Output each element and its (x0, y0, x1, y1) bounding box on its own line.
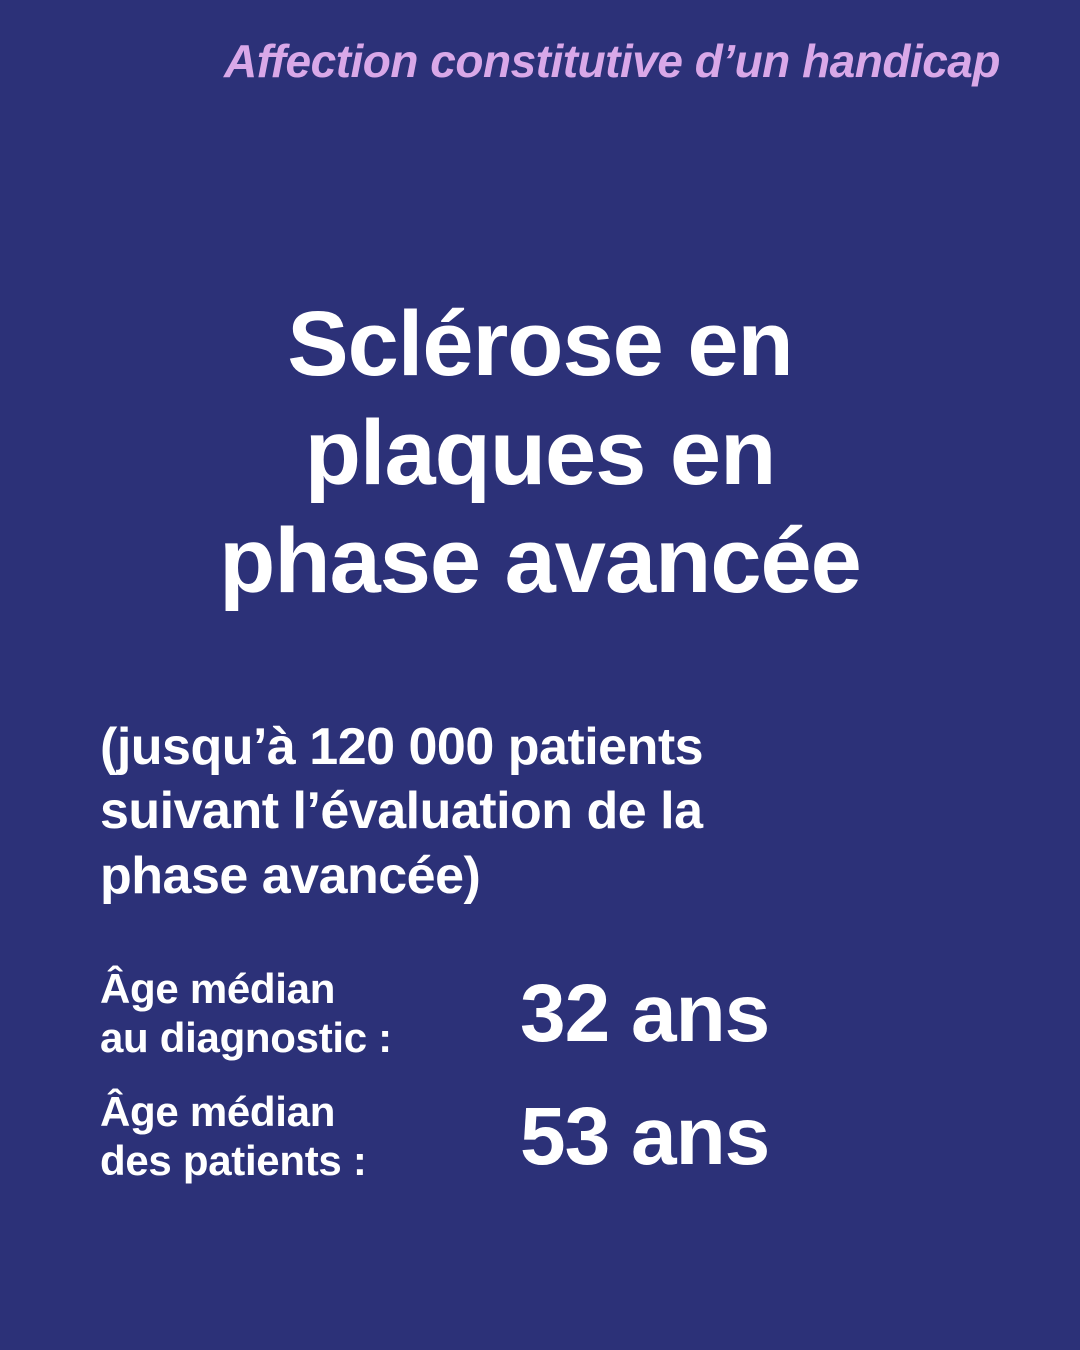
stat-value: 53 ans (520, 1091, 770, 1183)
stat-label (100, 1088, 520, 1185)
page-title (0, 290, 1080, 616)
page-subtitle (100, 715, 960, 908)
stats-list (100, 965, 1000, 1212)
page-title-line-2: plaques en (304, 401, 776, 504)
page-title-line-1: Sclérose en (287, 293, 793, 395)
page-subtitle-line-3: phase avancée) (100, 846, 481, 905)
stat-label (100, 965, 520, 1062)
stat-label-line-2: des patients : (100, 1137, 367, 1185)
stat-row-median-age-diagnosis (100, 965, 1000, 1062)
stat-row-median-age-patients (100, 1088, 1000, 1185)
stat-value: 32 ans (520, 967, 770, 1059)
stat-label-line-2: au diagnostic : (100, 1013, 392, 1061)
page-title-line-3: phase avancée (219, 510, 861, 613)
page-subtitle-line-1: (jusqu’à 120 000 patients (100, 718, 704, 776)
stat-label-line-1: Âge médian (100, 1088, 336, 1136)
page-subtitle-line-2: suivant l’évaluation de la (100, 782, 703, 841)
stat-label-line-1: Âge médian (100, 965, 336, 1012)
card-kicker: Affection constitutive d’un handicap (224, 35, 1000, 87)
